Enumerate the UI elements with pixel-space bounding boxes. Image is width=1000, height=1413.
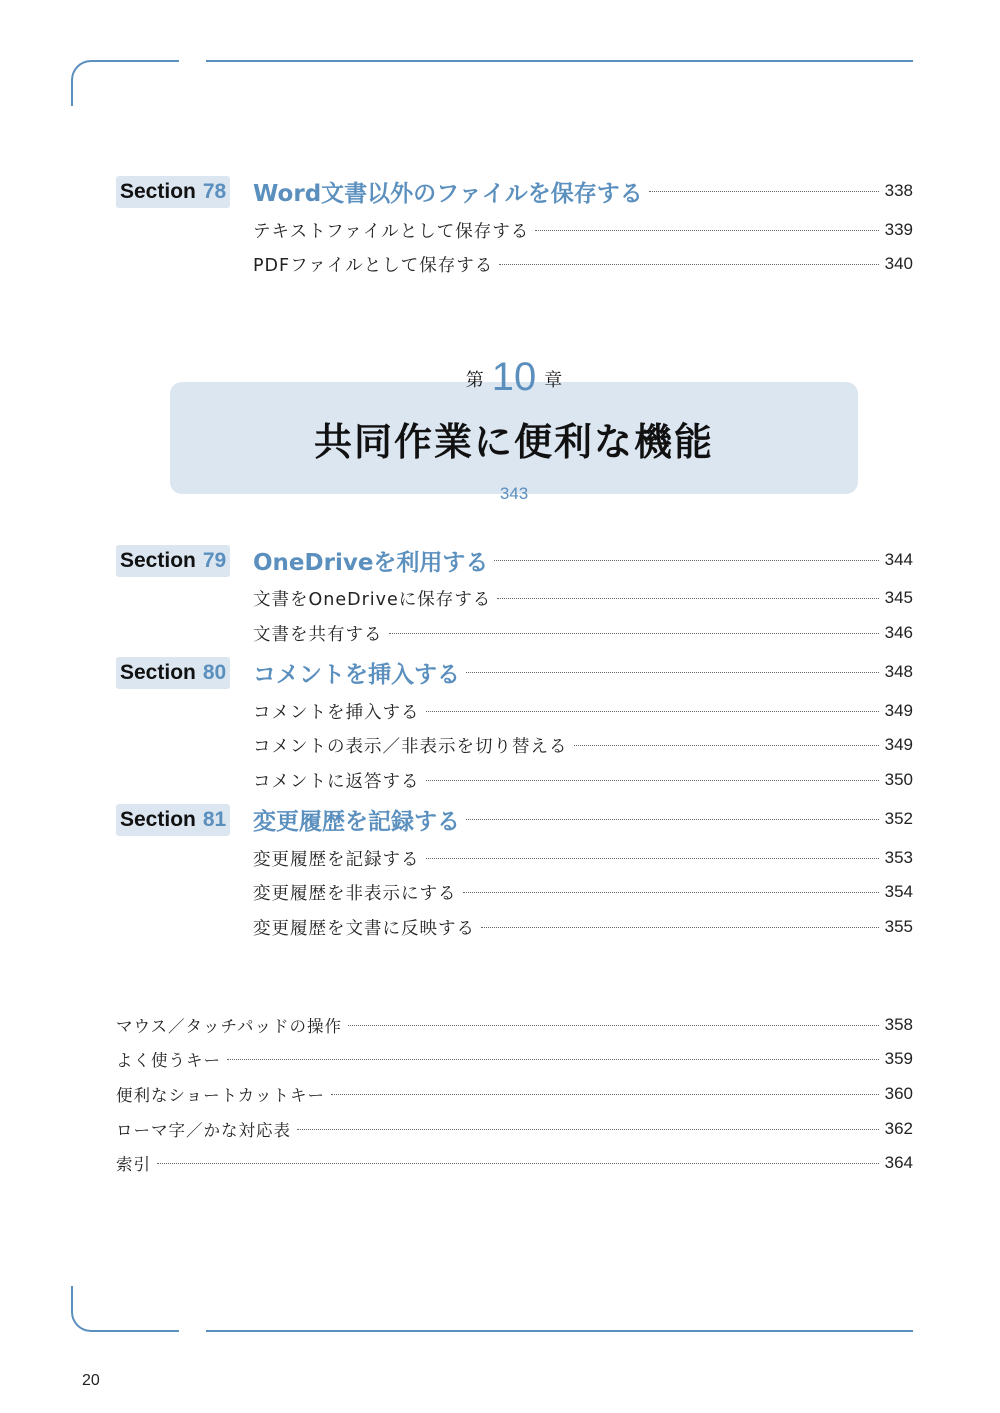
section-badge-81 (116, 804, 230, 836)
toc-item-label: 変更履歴を記録する (253, 849, 420, 870)
toc-item-row[interactable] (253, 215, 913, 245)
toc-page-number: 346 (884, 623, 913, 642)
appendix-row[interactable] (116, 1010, 913, 1040)
leader-dots (426, 858, 879, 859)
toc-item-label: PDFファイルとして保存する (253, 255, 494, 276)
toc-section-row[interactable] (253, 545, 913, 575)
appendix-label: ローマ字／かな対応表 (116, 1121, 291, 1140)
toc-section-title: コメントを挿入する (253, 661, 460, 688)
leader-dots (497, 598, 878, 599)
leader-dots (297, 1129, 879, 1130)
toc-item-label: 変更履歴を文書に反映する (253, 918, 475, 939)
toc-item-row[interactable] (253, 583, 913, 613)
leader-dots (331, 1094, 879, 1095)
toc-page-number: 348 (884, 662, 913, 681)
toc-page-number: 340 (884, 254, 913, 273)
toc-page-number: 350 (884, 770, 913, 789)
appendix-row[interactable] (116, 1044, 913, 1074)
appendix-label: 索引 (116, 1155, 151, 1174)
leader-dots (466, 819, 879, 820)
toc-page-number: 338 (884, 181, 913, 200)
section-badge-number: 78 (202, 180, 227, 203)
leader-dots (426, 711, 879, 712)
section-badge-80 (116, 657, 230, 689)
toc-item-row[interactable] (253, 843, 913, 873)
leader-dots (535, 230, 878, 231)
toc-section-row[interactable] (253, 657, 913, 687)
chapter-page-number: 343 (499, 484, 529, 503)
toc-page-number: 364 (884, 1153, 913, 1172)
section-badge-number: 81 (202, 808, 227, 831)
toc-page-number: 360 (884, 1084, 913, 1103)
leader-dots (463, 892, 879, 893)
leader-dots (426, 780, 879, 781)
toc-page-number: 362 (884, 1119, 913, 1138)
toc-page-number: 354 (884, 882, 913, 901)
chapter-title: 共同作業に便利な機能 (313, 419, 714, 464)
appendix-row[interactable] (116, 1148, 913, 1178)
frame-bottom-left-corner (71, 1286, 179, 1332)
toc-page-number: 352 (884, 809, 913, 828)
toc-section-row[interactable] (253, 176, 913, 206)
leader-dots (157, 1163, 879, 1164)
toc-section-title: 変更履歴を記録する (253, 808, 460, 835)
appendix-label: よく使うキー (116, 1051, 221, 1070)
chapter-number-line (170, 356, 858, 398)
leader-dots (574, 745, 879, 746)
appendix-label: 便利なショートカットキー (116, 1086, 326, 1105)
toc-item-row[interactable] (253, 249, 913, 279)
toc-item-label: コメントに返答する (253, 771, 420, 792)
appendix-row[interactable] (116, 1079, 913, 1109)
toc-page-number: 349 (884, 735, 913, 754)
toc-item-label: 変更履歴を非表示にする (253, 883, 457, 904)
toc-page-number: 349 (884, 701, 913, 720)
toc-item-row[interactable] (253, 618, 913, 648)
leader-dots (227, 1059, 879, 1060)
toc-item-row[interactable] (253, 877, 913, 907)
toc-item-row[interactable] (253, 765, 913, 795)
frame-top-left-corner (71, 60, 179, 106)
toc-item-label: コメントを挿入する (253, 702, 420, 723)
toc-section-title: OneDriveを利用する (253, 549, 489, 576)
toc-item-row[interactable] (253, 912, 913, 942)
leader-dots (481, 927, 879, 928)
toc-section-row[interactable] (253, 804, 913, 834)
leader-dots (649, 191, 879, 192)
toc-page-number: 339 (884, 220, 913, 239)
toc-item-row[interactable] (253, 730, 913, 760)
section-badge-word: Section (120, 180, 196, 203)
toc-page-number: 359 (884, 1049, 913, 1068)
toc-item-label: コメントの表示／非表示を切り替える (253, 736, 568, 757)
page-number: 20 (82, 1372, 100, 1389)
section-badge-79 (116, 545, 230, 577)
toc-item-row[interactable] (253, 696, 913, 726)
section-badge-78 (116, 176, 230, 208)
toc-item-label: 文書を共有する (253, 624, 383, 645)
section-badge-word: Section (120, 661, 196, 684)
chapter-number: 10 (491, 355, 537, 399)
toc-page-number: 353 (884, 848, 913, 867)
toc-page-number: 345 (884, 588, 913, 607)
frame-bottom-line (206, 1330, 913, 1332)
leader-dots (389, 633, 879, 634)
toc-item-label: 文書をOneDriveに保存する (253, 589, 492, 610)
chapter-prefix: 第 (465, 370, 484, 391)
toc-item-label: テキストファイルとして保存する (253, 221, 530, 242)
appendix-label: マウス／タッチパッドの操作 (116, 1017, 343, 1036)
section-badge-number: 79 (202, 549, 227, 572)
section-badge-word: Section (120, 549, 196, 572)
toc-page-number: 358 (884, 1015, 913, 1034)
leader-dots (494, 560, 878, 561)
leader-dots (499, 264, 878, 265)
frame-top-line (206, 60, 913, 62)
section-badge-number: 80 (202, 661, 227, 684)
appendix-row[interactable] (116, 1114, 913, 1144)
toc-page-number: 344 (884, 550, 913, 569)
leader-dots (348, 1025, 879, 1026)
leader-dots (466, 672, 879, 673)
toc-section-title: Word文書以外のファイルを保存する (253, 180, 643, 207)
toc-page-number: 355 (884, 917, 913, 936)
section-badge-word: Section (120, 808, 196, 831)
chapter-suffix: 章 (544, 370, 563, 391)
